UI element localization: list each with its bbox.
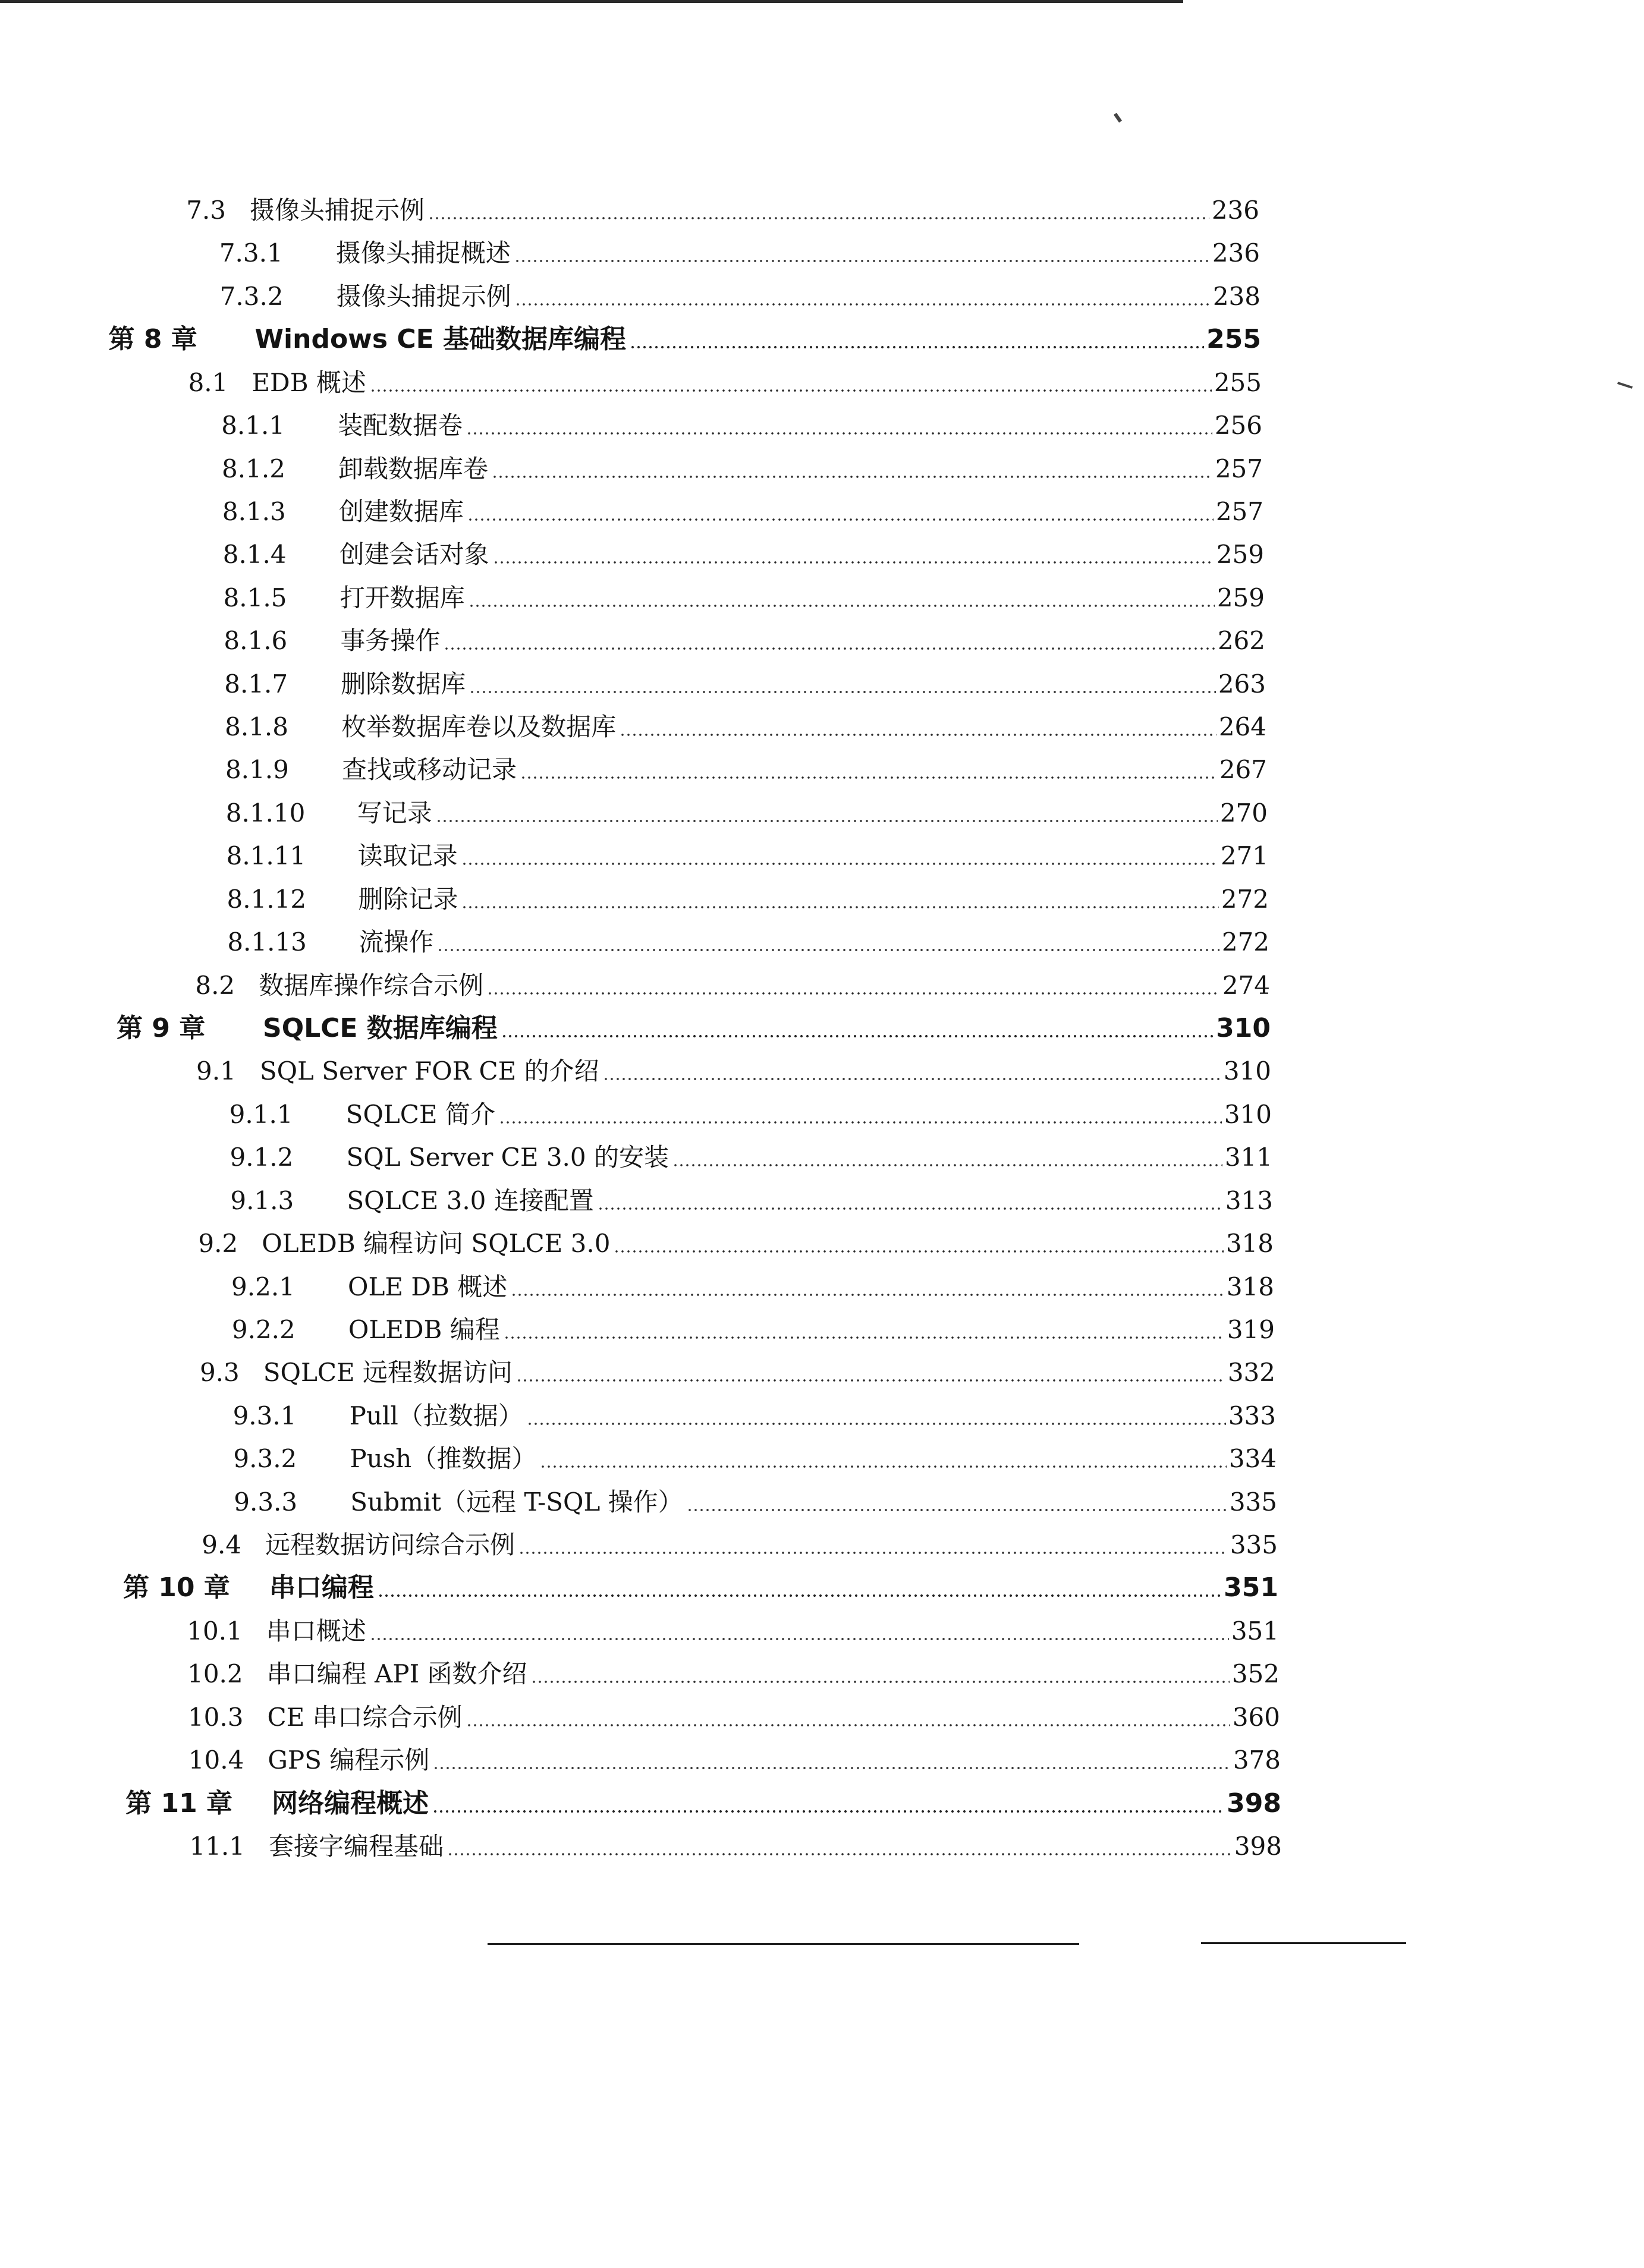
entry-page-number: 318: [1225, 1229, 1274, 1259]
dot-leader: [614, 1249, 1223, 1254]
dot-leader: [501, 1034, 1214, 1039]
entry-title: 装配数据卷: [338, 411, 463, 441]
entry-title: 摄像头捕捉示例: [336, 281, 511, 311]
entry-title: OLEDB 编程: [348, 1314, 500, 1344]
entry-page-number: 257: [1215, 454, 1263, 483]
subsection-entry: [224, 619, 1265, 656]
section-entry: [178, 1739, 1281, 1776]
dot-leader: [432, 1809, 1224, 1814]
dot-leader: [433, 1766, 1231, 1770]
entry-number: 8.1.4: [222, 540, 287, 570]
dot-leader: [461, 861, 1218, 866]
section-entry: [161, 189, 1259, 226]
entry-title: OLEDB 编程访问 SQLCE 3.0: [262, 1229, 611, 1259]
dot-leader: [672, 1163, 1222, 1168]
section-entry: [169, 964, 1270, 1001]
entry-number: 8.1.12: [227, 884, 307, 914]
entry-number: 9.2: [198, 1229, 238, 1259]
entry-title: SQLCE 3.0 连接配置: [347, 1185, 594, 1215]
chapter-entry: [125, 1782, 1281, 1819]
entry-page-number: 264: [1218, 712, 1266, 742]
section-entry: [172, 1222, 1274, 1259]
subsection-entry: [221, 404, 1262, 441]
entry-number: 9.2.2: [231, 1314, 296, 1344]
dot-leader: [520, 775, 1217, 780]
entry-title: 卸载数据库卷: [338, 454, 489, 483]
chapter-entry: [109, 318, 1261, 355]
entry-number: 9.1.1: [229, 1099, 293, 1129]
entry-title: 读取记录: [357, 841, 458, 871]
dot-leader: [461, 905, 1218, 910]
subsection-entry: [224, 663, 1266, 700]
entry-page-number: 311: [1224, 1143, 1272, 1172]
section-entry: [174, 1351, 1275, 1388]
entry-number: 9.3.3: [234, 1487, 298, 1517]
entry-number: 10.1: [187, 1616, 243, 1646]
subsection-entry: [227, 835, 1268, 872]
dot-leader: [511, 1292, 1224, 1297]
entry-page-number: 398: [1227, 1788, 1281, 1819]
entry-page-number: 267: [1219, 755, 1267, 785]
dot-leader: [540, 1464, 1226, 1469]
dot-leader: [531, 1679, 1230, 1684]
entry-title: 写记录: [357, 798, 432, 828]
dot-leader: [378, 1593, 1221, 1598]
entry-page-number: 255: [1206, 324, 1261, 355]
entry-page-number: 256: [1214, 411, 1262, 441]
entry-page-number: 318: [1226, 1272, 1274, 1301]
dot-leader: [436, 819, 1218, 823]
subsection-entry: [222, 490, 1263, 527]
entry-page-number: 259: [1217, 583, 1265, 612]
entry-number: 8.1.7: [224, 669, 288, 699]
entry-number: 8.1.13: [227, 927, 307, 957]
entry-page-number: 263: [1218, 669, 1266, 699]
entry-title: 查找或移动记录: [341, 755, 517, 785]
entry-number: 9.3.1: [232, 1401, 297, 1430]
section-entry: [162, 361, 1262, 398]
subsection-entry: [231, 1266, 1274, 1303]
entry-title: 数据库操作综合示例: [259, 970, 484, 1000]
entry-page-number: 310: [1224, 1099, 1272, 1129]
entry-title: 流操作: [359, 927, 434, 957]
dot-leader: [469, 690, 1216, 694]
subsection-entry: [219, 232, 1260, 269]
dot-leader: [527, 1421, 1226, 1426]
entry-page-number: 255: [1214, 367, 1262, 397]
entry-title: Push（推数据）: [350, 1444, 537, 1474]
subsection-entry: [230, 1093, 1272, 1130]
entry-number: 9.1.3: [230, 1185, 294, 1215]
entry-number: 8.1.6: [224, 626, 288, 656]
entry-number: 9.1: [196, 1056, 236, 1086]
entry-number: 8.1.3: [222, 496, 286, 526]
entry-number: 8.1.5: [223, 583, 287, 612]
subsection-entry: [230, 1179, 1273, 1216]
entry-page-number: 262: [1217, 626, 1265, 656]
dot-leader: [687, 1508, 1227, 1512]
entry-page-number: 236: [1211, 196, 1259, 225]
entry-number: 8.1: [188, 367, 228, 397]
dot-leader: [499, 1120, 1222, 1125]
entry-title: 创建数据库: [338, 496, 464, 526]
entry-title: 套接字编程基础: [269, 1832, 444, 1861]
dot-leader: [620, 732, 1217, 737]
entry-number: 8.1.11: [226, 841, 306, 871]
entry-number: 7.3: [186, 196, 226, 225]
section-entry: [171, 1050, 1271, 1087]
subsection-entry: [233, 1437, 1277, 1474]
dot-leader: [467, 517, 1214, 522]
entry-number: 9.3.2: [233, 1444, 297, 1474]
entry-page-number: 271: [1220, 841, 1268, 871]
section-entry: [176, 1524, 1278, 1561]
entry-page-number: 334: [1228, 1444, 1277, 1474]
subsection-entry: [222, 448, 1263, 485]
entry-number: 9.1.2: [230, 1143, 294, 1172]
entry-title: SQL Server CE 3.0 的安装: [346, 1143, 669, 1172]
entry-title: 枚举数据库卷以及数据库: [341, 712, 617, 742]
chapter-entry: [117, 1007, 1271, 1044]
subsection-entry: [226, 792, 1268, 829]
entry-page-number: 310: [1216, 1013, 1271, 1043]
dot-leader: [370, 388, 1212, 393]
subsection-entry: [224, 577, 1265, 614]
entry-page-number: 238: [1212, 281, 1260, 311]
section-entry: [177, 1610, 1279, 1647]
dot-leader: [469, 603, 1215, 608]
entry-page-number: 333: [1228, 1401, 1276, 1430]
entry-title: 远程数据访问综合示例: [265, 1530, 515, 1560]
entry-number: 8.1.10: [225, 798, 306, 828]
entry-page-number: 332: [1227, 1358, 1275, 1388]
entry-title: 创建会话对象: [339, 540, 489, 570]
entry-title: SQL Server FOR CE 的介绍: [259, 1056, 599, 1086]
entry-number: 第 9 章: [117, 1013, 206, 1043]
entry-number: 8.1.9: [225, 755, 289, 785]
entry-number: 9.4: [202, 1530, 242, 1560]
entry-page-number: 257: [1215, 496, 1263, 526]
entry-title: EDB 概述: [252, 367, 366, 397]
entry-number: 10.3: [187, 1702, 244, 1732]
dot-leader: [516, 1378, 1225, 1383]
entry-number: 8.1.1: [221, 411, 285, 441]
entry-page-number: 272: [1221, 927, 1269, 957]
entry-page-number: 272: [1221, 884, 1269, 914]
entry-title: 摄像头捕捉示例: [250, 196, 425, 225]
dot-leader: [466, 431, 1212, 436]
dot-leader: [447, 1852, 1232, 1857]
section-entry: [180, 1825, 1282, 1862]
entry-page-number: 259: [1216, 540, 1264, 570]
entry-page-number: 319: [1227, 1314, 1275, 1344]
entry-title: 摄像头捕捉概述: [335, 238, 511, 268]
subsection-entry: [225, 706, 1266, 743]
dot-leader: [515, 302, 1211, 307]
subsection-entry: [220, 275, 1260, 312]
entry-page-number: 313: [1225, 1185, 1273, 1215]
entry-title: 串口编程 API 函数介绍: [266, 1659, 527, 1689]
entry-page-number: 274: [1222, 970, 1270, 1000]
entry-title: 删除记录: [358, 884, 458, 914]
entry-number: 8.2: [195, 970, 235, 1000]
entry-title: SQLCE 远程数据访问: [263, 1358, 513, 1388]
subsection-entry: [225, 748, 1267, 785]
entry-page-number: 310: [1223, 1056, 1271, 1086]
dot-leader: [428, 216, 1209, 221]
entry-page-number: 351: [1231, 1616, 1279, 1646]
entry-number: 第 8 章: [108, 324, 197, 355]
entry-page-number: 335: [1229, 1487, 1277, 1517]
entry-number: 10.4: [188, 1745, 244, 1775]
dot-leader: [492, 474, 1213, 479]
dot-leader: [466, 1723, 1230, 1728]
entry-title: 串口概述: [266, 1616, 366, 1646]
dot-leader: [370, 1637, 1229, 1641]
subsection-entry: [232, 1308, 1275, 1345]
subsection-entry: [227, 878, 1269, 915]
entry-title: 网络编程概述: [272, 1788, 429, 1819]
entry-page-number: 335: [1230, 1530, 1278, 1560]
entry-number: 7.3.1: [219, 238, 283, 268]
entry-number: 第 11 章: [125, 1788, 233, 1819]
dot-leader: [504, 1335, 1225, 1340]
entry-page-number: 352: [1231, 1659, 1280, 1689]
entry-title: Submit（远程 T-SQL 操作）: [350, 1487, 683, 1517]
entry-title: Windows CE 基础数据库编程: [254, 324, 627, 355]
entry-title: GPS 编程示例: [268, 1745, 430, 1775]
subsection-entry: [233, 1395, 1276, 1432]
subsection-entry: [223, 533, 1264, 570]
entry-title: 串口编程: [269, 1572, 374, 1603]
subsection-entry: [234, 1481, 1277, 1518]
dot-leader: [437, 948, 1219, 952]
dot-leader: [603, 1077, 1221, 1081]
entry-page-number: 270: [1219, 798, 1268, 828]
dot-leader: [514, 259, 1210, 263]
subsection-entry: [230, 1136, 1272, 1173]
entry-title: SQLCE 简介: [345, 1099, 495, 1129]
entry-page-number: 398: [1234, 1832, 1282, 1861]
dot-leader: [493, 560, 1214, 565]
entry-number: 10.2: [187, 1659, 243, 1689]
entry-page-number: 378: [1233, 1745, 1281, 1775]
entry-page-number: 236: [1212, 238, 1260, 268]
section-entry: [178, 1653, 1280, 1690]
entry-title: SQLCE 数据库编程: [263, 1013, 498, 1043]
dot-leader: [518, 1550, 1228, 1555]
entry-number: 8.1.8: [225, 712, 288, 742]
entry-title: 删除数据库: [341, 669, 466, 699]
chapter-entry: [123, 1566, 1278, 1603]
entry-page-number: 351: [1224, 1572, 1278, 1603]
entry-title: CE 串口综合示例: [267, 1702, 463, 1732]
dot-leader: [487, 991, 1220, 996]
dot-leader: [630, 345, 1204, 350]
entry-title: OLE DB 概述: [348, 1272, 508, 1301]
subsection-entry: [227, 921, 1269, 958]
section-entry: [178, 1696, 1280, 1733]
entry-number: 9.3: [199, 1358, 240, 1388]
entry-title: 事务操作: [340, 626, 441, 656]
entry-title: 打开数据库: [340, 583, 465, 612]
entry-number: 9.2.1: [231, 1272, 295, 1301]
entry-number: 第 10 章: [122, 1572, 230, 1603]
dot-leader: [444, 646, 1215, 651]
entry-title: Pull（拉数据）: [349, 1401, 523, 1430]
entry-number: 7.3.2: [219, 281, 284, 311]
entry-number: 11.1: [189, 1832, 245, 1861]
entry-page-number: 360: [1232, 1702, 1280, 1732]
dot-leader: [598, 1206, 1223, 1211]
entry-number: 8.1.2: [222, 454, 285, 483]
